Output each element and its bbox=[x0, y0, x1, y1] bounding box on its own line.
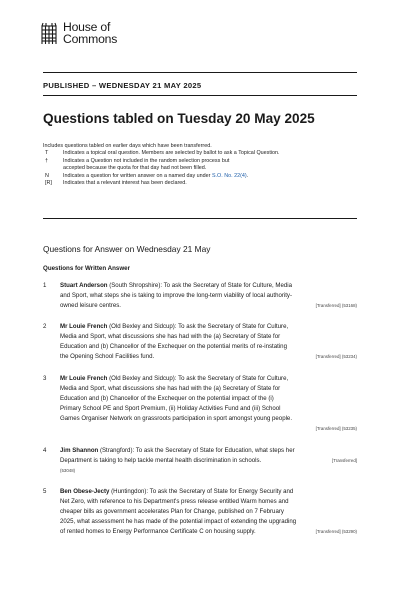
question-line: To ask the Secretary of State for Culture, Media bbox=[163, 282, 293, 289]
note-row-dagger bbox=[43, 158, 363, 173]
note-symbol: T bbox=[45, 150, 49, 157]
question-line: cheaper bills as government accelerates Plan for Change, published on 7 February bbox=[60, 508, 284, 515]
note-text-main: Indicates a question for written answer on a named day under bbox=[63, 172, 212, 179]
top-rule bbox=[43, 72, 357, 73]
question-body bbox=[60, 322, 357, 362]
member-name: Mr Louie French bbox=[60, 323, 108, 330]
question-body bbox=[60, 446, 357, 476]
question-line: and Sport, what steps she is taking to improve the long-term viability of local authority- bbox=[60, 292, 293, 299]
question-tag-number: (53048) bbox=[60, 468, 76, 473]
question-tag: [Transferred] (53234) bbox=[315, 354, 357, 359]
constituency: (Strangford): bbox=[98, 447, 136, 454]
note-text-end: . bbox=[246, 172, 249, 179]
note-text-line1: Indicates a Question not included in the random selection process but bbox=[63, 157, 230, 164]
question-line: To ask the Secretary of State for Energy Security and bbox=[149, 488, 294, 495]
member-name: Stuart Anderson bbox=[60, 282, 108, 289]
note-symbol: [R] bbox=[45, 180, 52, 187]
note-row-named-day bbox=[43, 173, 363, 180]
question-line: Media and Sport, what discussions she has had with the (a) Secretary of State for bbox=[60, 385, 281, 392]
question-line: To ask the Secretary of State for Education, what steps her bbox=[135, 447, 295, 454]
constituency: (Old Bexley and Sidcup): bbox=[107, 323, 179, 330]
logo-line1: House of bbox=[63, 20, 111, 34]
question-line: Games Organiser Network on grassroots participation in sport amongst young people. bbox=[60, 415, 293, 422]
note-text: Indicates a topical oral question. Members are selected by ballot to ask a Topical Question. bbox=[63, 150, 280, 157]
question-tag: [Transferred] (53290) bbox=[315, 529, 357, 534]
notes-rule bbox=[43, 218, 357, 219]
section-title: Questions for Answer on Wednesday 21 May bbox=[43, 244, 211, 254]
question-tag: [Transferred] (53168) bbox=[315, 303, 357, 308]
question-body bbox=[60, 281, 357, 311]
question-tag: [Transferred] (53235) bbox=[315, 426, 357, 431]
member-name: Mr Louie French bbox=[60, 375, 108, 382]
published-date: PUBLISHED – WEDNESDAY 21 MAY 2025 bbox=[43, 81, 202, 90]
subsection-title: Questions for Written Answer bbox=[43, 265, 130, 272]
notes-key bbox=[43, 143, 363, 187]
logo-wordmark bbox=[63, 21, 117, 45]
question-line: Primary School PE and Sport Premium, (ii) Holiday Activities Fund and (iii) School bbox=[60, 405, 281, 412]
question-line: the Opening School Facilities fund. bbox=[60, 353, 155, 360]
note-text bbox=[63, 173, 363, 180]
house-of-commons-logo bbox=[39, 21, 117, 45]
member-name: Jim Shannon bbox=[60, 447, 99, 454]
question-number: 3 bbox=[43, 375, 47, 382]
question-body bbox=[60, 374, 357, 434]
question-line: owned leisure centres. bbox=[60, 302, 121, 309]
logo-line2: Commons bbox=[63, 32, 118, 46]
page-title: Questions tabled on Tuesday 20 May 2025 bbox=[43, 111, 315, 126]
question-line: 2025, what assessment he has made of the potential impact of extending the upgrading bbox=[60, 518, 297, 525]
question-line: To ask the Secretary of State for Culture, bbox=[178, 323, 289, 330]
question-body bbox=[60, 487, 357, 537]
constituency: (Huntingdon): bbox=[109, 488, 150, 495]
constituency: (Old Bexley and Sidcup): bbox=[107, 375, 179, 382]
note-symbol: † bbox=[45, 157, 48, 164]
question-tag-status: [Transferred] bbox=[332, 458, 357, 463]
note-text: Indicates that a relevant interest has been declared. bbox=[63, 180, 187, 187]
question-line: Education and (b) Chancellor of the Exchequer on the potential merits of re-instating bbox=[60, 343, 287, 350]
question-number: 1 bbox=[43, 282, 47, 289]
question-number: 4 bbox=[43, 447, 47, 454]
standing-order-link[interactable]: S.O. No. 22(4) bbox=[211, 172, 247, 179]
note-row-interest bbox=[43, 180, 363, 187]
question-line: Media and Sport, what discussions she has had with the (a) Secretary of State for bbox=[60, 333, 281, 340]
question-line: Education and (b) Chancellor of the Exchequer on the potential impact of the (i) bbox=[60, 395, 274, 402]
question-line: of rented homes to Energy Performance Certificate C on housing supply. bbox=[60, 528, 256, 535]
question-number: 5 bbox=[43, 488, 47, 495]
note-symbol: N bbox=[45, 172, 49, 179]
note-text-line2: accepted because the quota for that day had not been filled. bbox=[63, 165, 207, 172]
question-line: Department is taking to help tackle mental health discrimination in schools. bbox=[60, 457, 262, 464]
portcullis-icon bbox=[39, 21, 59, 45]
note-text bbox=[63, 158, 363, 173]
note-row-topical bbox=[43, 150, 363, 157]
question-line: To ask the Secretary of State for Culture, bbox=[178, 375, 289, 382]
question-number: 2 bbox=[43, 323, 47, 330]
published-rule bbox=[43, 95, 357, 96]
question-line: Net Zero, with reference to his Department's press release entitled Warm homes and bbox=[60, 498, 289, 505]
member-name: Ben Obese-Jecty bbox=[60, 488, 110, 495]
notes-intro: Includes questions tabled on earlier days which have been transferred. bbox=[43, 143, 212, 149]
constituency: (South Shropshire): bbox=[107, 282, 164, 289]
